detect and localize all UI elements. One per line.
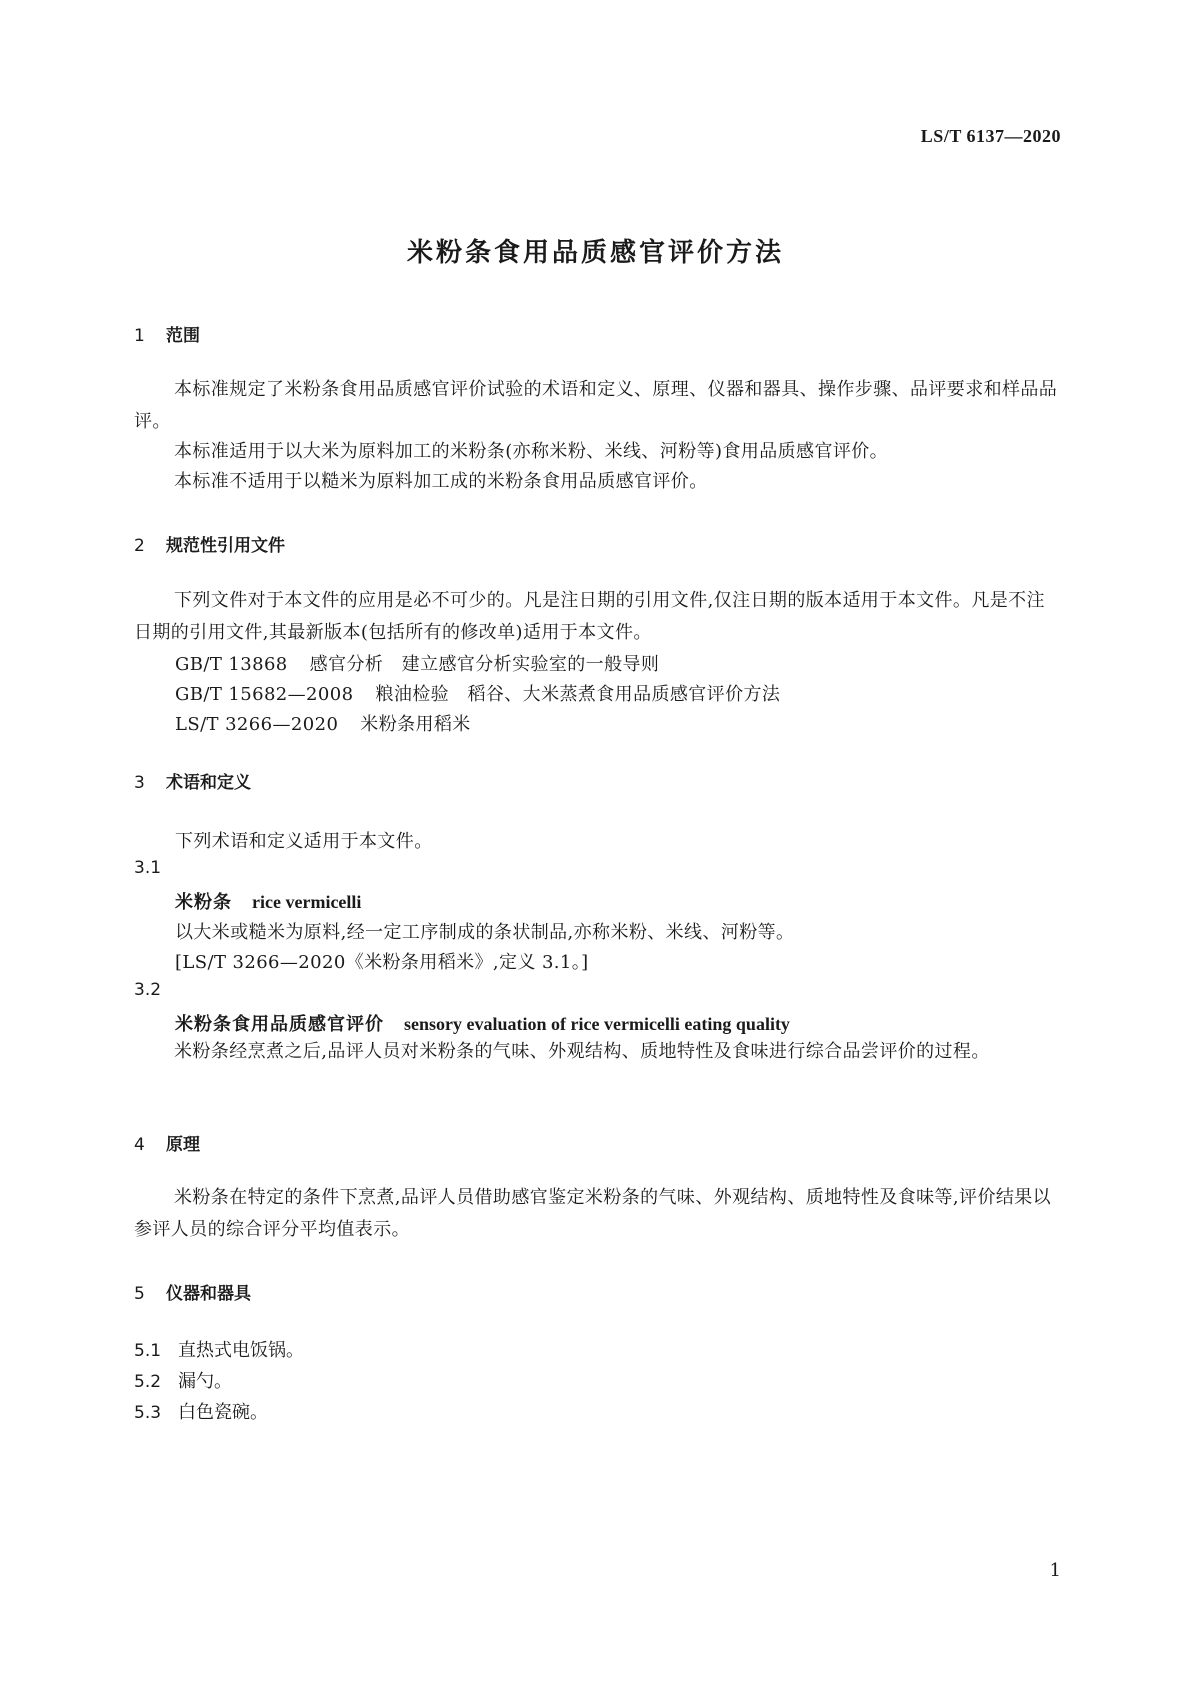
section-heading-apparatus: 5 仪器和器具 xyxy=(134,1284,251,1304)
paragraph: 本标准不适用于以糙米为原料加工成的米粉条食用品质感官评价。 xyxy=(174,471,708,492)
document-title: 米粉条食用品质感官评价方法 xyxy=(406,238,784,268)
paragraph: 本标准规定了米粉条食用品质感官评价试验的术语和定义、原理、仪器和器具、操作步骤、品评要求和样品品评。 xyxy=(134,379,1058,432)
paragraph: 下列文件对于本文件的应用是必不可少的。凡是注日期的引用文件,仅注日期的版本适用于本文件。凡是不注日期的引用文件,其最新版本(包括所有的修改单)适用于本文件。 xyxy=(134,590,1045,643)
term-source: [LS/T 3266—2020《米粉条用稻米》,定义 3.1。] xyxy=(175,952,589,973)
paragraph: 下列术语和定义适用于本文件。 xyxy=(175,831,433,852)
standard-code: LS/T 6137—2020 xyxy=(920,126,1061,146)
term-entry: 米粉条食用品质感官评价 sensory evaluation of rice vermicelli eating quality xyxy=(175,1014,790,1035)
section-heading-scope: 1 范围 xyxy=(134,326,200,346)
apparatus-item: 5.1 直热式电饭锅。 xyxy=(134,1340,304,1361)
reference-item: GB/T 13868 感官分析 建立感官分析实验室的一般导则 xyxy=(175,654,660,675)
paragraph: 本标准适用于以大米为原料加工的米粉条(亦称米粉、米线、河粉等)食用品质感官评价。 xyxy=(174,441,889,462)
apparatus-item: 5.3 白色瓷碗。 xyxy=(134,1402,268,1423)
section-heading-principle: 4 原理 xyxy=(134,1135,200,1155)
paragraph: 米粉条在特定的条件下烹煮,品评人员借助感官鉴定米粉条的气味、外观结构、质地特性及食味等,评价结果以参评人员的综合评分平均值表示。 xyxy=(134,1187,1052,1240)
reference-item: LS/T 3266—2020 米粉条用稻米 xyxy=(175,714,471,735)
reference-item: GB/T 15682—2008 粮油检验 稻谷、大米蒸煮食用品质感官评价方法 xyxy=(175,684,781,705)
clause-number: 3.1 xyxy=(134,858,162,878)
term-definition: 以大米或糙米为原料,经一定工序制成的条状制品,亦称米粉、米线、河粉等。 xyxy=(175,922,795,943)
apparatus-item: 5.2 漏勺。 xyxy=(134,1371,232,1392)
term-definition: 米粉条经烹煮之后,品评人员对米粉条的气味、外观结构、质地特性及食味进行综合品尝评价的过程。 xyxy=(174,1041,990,1062)
term-entry: 米粉条 rice vermicelli xyxy=(175,892,362,913)
section-heading-terms-definitions: 3 术语和定义 xyxy=(134,773,251,793)
section-heading-normative-references: 2 规范性引用文件 xyxy=(134,536,285,556)
clause-number: 3.2 xyxy=(134,980,162,1000)
page-number: 1 xyxy=(1049,1560,1061,1581)
